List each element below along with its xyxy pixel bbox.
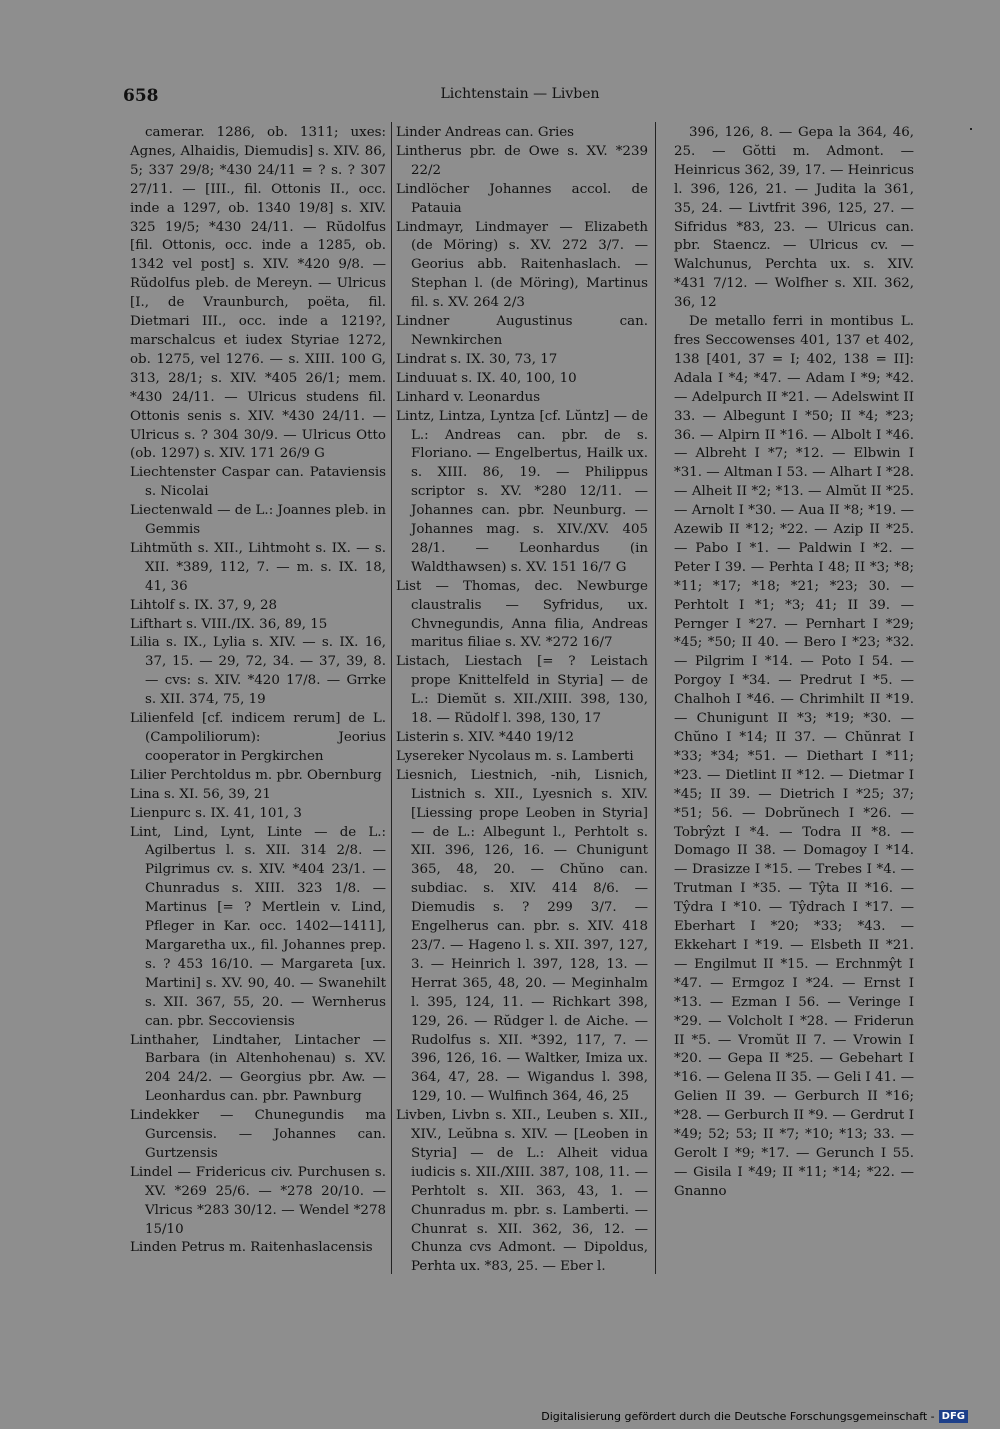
footer [541,1410,968,1423]
running-head: Lichtenstain — Livben [440,86,600,102]
index-entry: Linduuat s. IX. 40, 100, 10 [396,370,577,386]
index-entry: Lilier Perchtoldus m. pbr. Obernburg [130,767,382,783]
index-entry: 396, 126, 8. — Gepa la 364, 46, 25. — Gŏtti m. Admont. — Heinricus 362, 39, 17. — Heinricus l. 396, 126, 21. — Judita la 361, 35, 24. — Livtfrit 396, 125, 27. — Sifridus *83, 23. — Ulricus can. pbr. Staencz. — Ulricus cv. — Walchunus, Perchta ux. s. XIV. *431 7/12. — Wolfher s. XII. 362, 36, 12 [674,125,914,311]
index-entry: Lindner Augustinus can. Newnkirchen [396,314,648,348]
index-column-1 [130,124,386,1258]
index-entry: Lint, Lind, Lynt, Linte — de L.: Agilbertus l. s. XII. 314 2/8. — Pilgrimus cv. s. XIV. *404 23/1. — Chunradus s. XIII. 323 1/8. — Martinus [= ? Mertlein v. Lind, Pfleger in Kar. occ. 1402—1411], Margaretha ux., fil. Johannes prep. s. ? 453 16/10. — Margareta [ux. Martini] s. XV. 90, 40. — Swanehilt s. XII. 367, 55, 20. — Wernherus can. pbr. Seccoviensis [130,824,386,1029]
index-entry: Linder Andreas can. Gries [396,125,575,140]
column-rule-right [655,122,656,1274]
index-entry: De metallo ferri in montibus L. fres Seccowenses 401, 137 et 402, 138 [401, 37 = I; 402, 138 = II]: Adala I *4; *47. — Adam I *9; *42. — Adelpurch II *21. — Adelswint II 33. — Albegunt I *50; II *4; *23; 36. — Alpirn II *16. — Albolt I *46. — Albreht I *7; *12. — Elbwin I *31. — Altman I 53. — Alhart I *28. — Alheit II *2; *13. — Almŭt II *25. — Arnolt I *30. — Aua II *8; *19. — Azewib II *12; *22. — Azip II *25. — Pabo I *1. — Paldwin I *2. — Peter I 39. — Perhta I 48; II *3; *8; *11; *17; *18; *21; *23; 30. — Perhtolt I *1; *3; 41; II 39. — Pernger I *27. — Pernhart I *29; *45; *50; II 40. — Bero I *23; *32. — Pilgrim I *14. — Poto I 54. — Porgoy I *34. — Predrut I *5. — Chalhoh I *46. — Chrimhilt II *19. — Chunigunt II *3; *19; *30. — Chŭno I *14; II 37. — Chŭnrat I *33; *34; *51. — Diethart I *11; *23. — Dietlint II *12. — Dietmar I *45; II 39. — Dietrich I *25; 37; *51; 56. — Dobrŭnech I *26. — Tobrŷzt I *4. — Todra II *8. — Domago II 38. — Domagoy I *14. — Drasizze I *15. — Trebes I *4. — Trutman I *35. — Tŷta II *16. — Tŷdra I *10. — Tŷdrach I *17. — Eberhart I *20; *33; *43. — Ekkehart I *19. — Elsbeth II *21. — Engilmut II *15. — Erchnmŷt I *47. — Ermgoz I *24. — Ernst I *13. — Ezman I 56. — Veringe I *29. — Volcholt I *28. — Friderun II *5. — Vromŭt II 7. — Vrowin I *20. — Gepa II *25. — Gebehart I *16. — Gelena II 35. — Geli I 41. — Gelien II 39. — Gerburch II *16; *28. — Gerburch II *9. — Gerdrut I *49; 52; 53; II *7; *10; *13; 33. — Gerolt I *9; *17. — Gerunch I 55. — Gisila I *49; II *11; *14; *22. — Gnanno [674,314,914,1199]
index-entry: Lilienfeld [cf. indicem rerum] de L. (Campoliliorum): Jeorius cooperator in Pergkirchen [130,711,386,764]
index-entry: Lienpurc s. IX. 41, 101, 3 [130,805,302,821]
index-column-2 [396,124,648,1277]
index-entry: Liectenwald — de L.: Joannes pleb. in Gemmis [130,503,386,538]
index-entry: List — Thomas, dec. Newburge claustralis — Syfridus, ux. Chvnegundis, Anna filia, Andreas maritus filiae s. XV. *272 16/7 [396,578,648,651]
index-entry: Liesnich, Liestnich, -nih, Lisnich, Listnich s. XII., Lyesnich s. XIV. [Liessing prope Leoben in Styria] — de L.: Albegunt l., Perhtolt s. XII. 396, 126, 16. — Chunigunt 365, 48, 20. — Chŭno can. subdiac. s. XIV. 414 8/6. — Diemudis s. ? 299 3/7. — Engelherus can. pbr. s. XIV. 418 23/7. — Hageno l. s. XII. 397, 127, 3. — Heinrich l. 397, 128, 13. — Herrat 365, 48, 20. — Meginhalm l. 395, 124, 11. — Richkart 398, 129, 26. — Rŭdger l. de Aiche. — Rudolfus s. XII. *392, 117, 7. — 396, 126, 16. — Waltker, Imiza ux. 364, 47, 28. — Wigandus l. 398, 129, 10. — Wulfinch 364, 46, 25 [396,767,648,1105]
index-entry: Lihtmŭth s. XII., Lihtmoht s. IX. — s. XII. *389, 112, 7. — m. s. IX. 18, 41, 36 [130,540,386,594]
index-entry: Listach, Liestach [= ? Leistach prope Knittelfeld in Styria] — de L.: Diemŭt s. XII./XIII. 398, 130, 18. — Rŭdolf l. 398, 130, 17 [396,654,648,727]
index-entry: Lindmayr, Lindmayer — Elizabeth (de Möring) s. XV. 272 3/7. — Georius abb. Raitenhaslach. — Stephan l. (de Möring), Martinus fil. s. XV. 264 2/3 [396,219,648,311]
index-entry: Lina s. XI. 56, 39, 21 [130,786,271,802]
index-entry: Linthaher, Lindtaher, Lintacher — Barbara (in Altenhohenau) s. XV. 204 24/2. — Georgius pbr. Aw. — Leonhardus can. pbr. Pawnburg [130,1032,386,1105]
index-entry: Lintz, Lintza, Lyntza [cf. Lŭntz] — de L.: Andreas can. pbr. de s. Floriano. — Engelbertus, Hailk ux. s. XIII. 86, 19. — Philippus scriptor s. XV. *280 12/11. — Johannes can. pbr. Neunburg. — Johannes mag. s. XIV./XV. 405 28/1. — Leonhardus (in Waldthawsen) s. XV. 151 16/7 G [396,408,648,575]
index-entry: Lysereker Nycolaus m. s. Lamberti [396,748,634,764]
index-entry: Lindekker — Chunegundis ma Gurcensis. — Johannes can. Gurtzensis [130,1108,386,1161]
index-entry: Linden Petrus m. Raitenhaslacensis [130,1240,373,1256]
dfg-logo[interactable]: DFG [939,1410,968,1423]
page-number: 658 [123,86,159,106]
index-entry: Livben, Livbn s. XII., Leuben s. XII., XIV., Leŭbna s. XIV. — [Leoben in Styria] — de L.: Alheit vidua iudicis s. XII./XIII. 387, 108, 11. — Perhtolt s. XII. 363, 43, 1. — Chunradus m. pbr. s. Lamberti. — Chunrat s. XII. 362, 36, 12. — Chunza cvs Admont. — Dipoldus, Perhta ux. *83, 25. — Eber l. [396,1108,648,1275]
index-entry: Lihtolf s. IX. 37, 9, 28 [130,597,278,613]
stray-mark [970,128,972,130]
index-entry: Lindlöcher Johannes accol. de Patauia [396,181,648,216]
index-entry: Lifthart s. VIII./IX. 36, 89, 15 [130,616,328,632]
index-column-3 [674,124,914,1202]
index-entry: Lilia s. IX., Lylia s. XIV. — s. IX. 16, 37, 15. — 29, 72, 34. — 37, 39, 8. — cvs: s. XIV. *420 17/8. — Grrke s. XII. 374, 75, 19 [130,635,386,708]
index-entry: Lindrat s. IX. 30, 73, 17 [396,351,558,367]
index-entry: Liechtenster Caspar can. Pataviensis s. Nicolai [130,465,386,500]
index-entry: Linhard v. Leonardus [396,389,541,405]
column-rule-left [391,122,392,1274]
index-entry: Lindel — Fridericus civ. Purchusen s. XV. *269 25/6. — *278 20/10. — Vlricus *283 30/12. — Wendel *278 15/10 [130,1164,386,1237]
index-entry: Lintherus pbr. de Owe s. XV. *239 22/2 [396,143,648,178]
index-entry: Listerin s. XIV. *440 19/12 [396,730,575,745]
footer-credit: Digitalisierung gefördert durch die Deutsche Forschungsgemeinschaft - [541,1410,935,1423]
index-entry: camerar. 1286, ob. 1311; uxes: Agnes, Alhaidis, Diemudis] s. XIV. 86, 5; 337 29/8; *430 24/11 = ? s. ? 307 27/11. — [III., fil. Ottonis II., occ. inde a 1297, ob. 1340 19/8] s. XIV. 325 19/5; *430 24/11. — Rŭdolfus [fil. Ottonis, occ. inde a 1285, ob. 1342 vel post] s. XIV. *420 9/8. — Rŭdolfus pleb. de Mereyn. — Ulricus [I., de Vraunburch, poëta, fil. Dietmari III., occ. inde a 1219?, marschalcus et iudex Styriae 1272, ob. 1275, vel 1276. — s. XIII. 100 G, 313, 28/1; s. XIV. *405 26/1; mem. *430 24/11. — Ulricus studens fil. Ottonis senis s. XIV. *430 24/11. — Ulricus s. ? 304 30/9. — Ulricus Otto (ob. 1297) s. XIV. 171 26/9 G [130,125,386,462]
